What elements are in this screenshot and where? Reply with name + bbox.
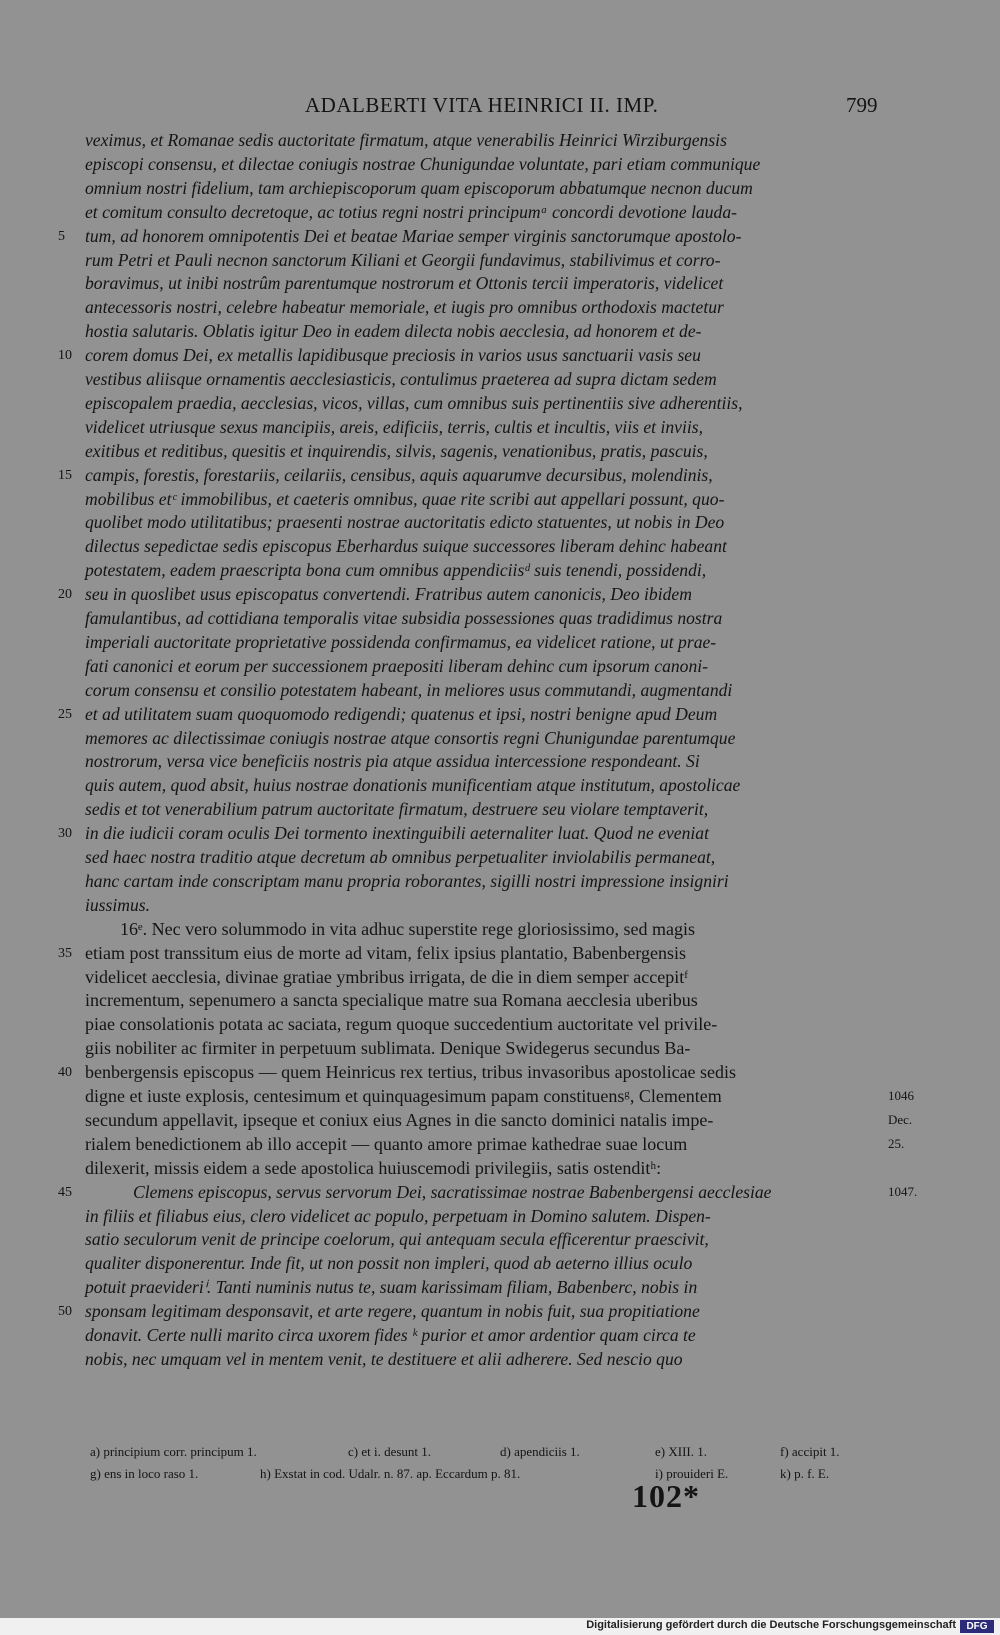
text-line: benbergensis episcopus — quem Heinricus rex tertius, tribus invasoribus apostolicae sedis [85, 1062, 737, 1083]
text-line: sponsam legitimam desponsavit, et arte regere, quantum in nobis fuit, sua propitiatione [85, 1301, 700, 1322]
text-line: antecessoris nostri, celebre habeatur memoriale, et iugis pro omnibus orthodoxis mactetur [85, 297, 724, 318]
line-number: 45 [58, 1184, 72, 1200]
footnote: c) et i. desunt 1. [348, 1444, 432, 1459]
line-number: 10 [58, 348, 72, 364]
text-line: veximus, et Romanae sedis auctoritate firmatum, atque venerabilis Heinrici Wirziburgensis [85, 130, 727, 150]
line-number: 5 [58, 228, 65, 244]
footer-text: Digitalisierung gefördert durch die Deutsche Forschungsgemeinschaft [586, 1619, 956, 1631]
text-line: potuit praevideriⁱ. Tanti numinis nutus te, suam karissimam filiam, Babenberc, nobis in [85, 1277, 698, 1298]
footnote: h) Exstat in cod. Udalr. n. 87. ap. Eccardum p. 81. [260, 1466, 521, 1481]
text-line: tum, ad honorem omnipotentis Dei et beatae Mariae semper virginis sanctorumque apostolo- [85, 225, 742, 246]
margin-date-note: 25. [888, 1135, 905, 1151]
text-line: satio seculorum venit de principe coelorum, qui antequam secula efficerentur praescivit, [85, 1229, 709, 1250]
text-line: nobis, nec umquam vel in mentem venit, te destituere et alii adherere. Sed nescio quo [85, 1348, 683, 1369]
footnote: a) principium corr. principum 1. [90, 1444, 257, 1459]
text-line: episcopi consensu, et dilectae coniugis nostrae Chunigundae voluntate, pari etiam communique [85, 153, 761, 174]
text-line: videlicet aecclesia, divinae gratiae ymbribus irrigata, de die in diem semper accepitᶠ [85, 966, 688, 987]
page-number: 799 [846, 93, 878, 117]
text-line: rum Petri et Pauli necnon sanctorum Kiliani et Georgii fundavimus, stabilivimus et corro- [85, 249, 721, 270]
text-line: et ad utilitatem suam quoquomodo redigendi; quatenus et ipsi, nostri benigne apud Deum [85, 703, 718, 724]
text-line: sed haec nostra traditio atque decretum ab omnibus perpetualiter inviolabilis permaneat, [85, 847, 716, 867]
text-line: potestatem, eadem praescripta bona cum omnibus appendiciisᵈ suis tenendi, possidendi, [85, 560, 707, 581]
text-line: incrementum, sepenumero a sancta specialique matre sua Romana aecclesia uberibus [85, 990, 698, 1011]
text-line: dilexerit, missis eidem a sede apostolica huiuscemodi privilegiis, satis ostenditʰ: [85, 1157, 662, 1178]
text-line: sedis et tot venerabilium patrum auctoritate firmatum, destruere seu violare temptaverit, [85, 799, 709, 820]
text-line: etiam post transsitum eius de morte ad vitam, felix ipsius plantatio, Babenbergensis [85, 942, 687, 963]
footnote-row [90, 1441, 890, 1463]
text-line: hostia salutaris. Oblatis igitur Deo in eadem dilecta nobis aecclesia, ad honorem et de- [85, 321, 702, 342]
text-line: boravimus, ut inibi nostrûm parentumque nostrorum et Ottonis tercii imperatoris, videlicet [85, 273, 724, 294]
text-line: piae consolationis potata ac saciata, regum quoque succedentium auctoritate vel privile- [85, 1014, 718, 1035]
text-line: seu in quoslibet usus episcopatus convertendi. Fratribus autem canonicis, Deo ibidem [85, 584, 692, 605]
text-line: vestibus aliisque ornamentis aecclesiasticis, contulimus praeterea ad supra dictam sedem [85, 369, 717, 389]
footnote-row [90, 1463, 890, 1485]
text-line: mobilibus etᶜ immobilibus, et caeteris omnibus, quae rite scribi aut appellari possunt, quo- [85, 488, 725, 509]
text-line: donavit. Certe nulli marito circa uxorem fides ᵏ purior et amor ardentior quam circa te [85, 1325, 696, 1345]
text-line: hanc cartam inde conscriptam manu propria roborantes, sigilli nostri impressione insigniri [85, 870, 729, 891]
text-line: in filiis et filiabus eius, clero videlicet ac populo, perpetuam in Domino salutem. Dispen- [85, 1205, 711, 1226]
text-line: imperiali auctoritate proprietative possidenda confirmamus, ea videlicet ratione, ut prae- [85, 631, 717, 652]
text-line: 16ᵉ. Nec vero solummodo in vita adhuc superstite rege gloriosissimo, sed magis [120, 918, 696, 939]
running-head-title: ADALBERTI VITA HEINRICI II. IMP. [305, 93, 659, 117]
text-line: Clemens episcopus, servus servorum Dei, sacratissimae nostrae Babenbergensi aecclesiae [133, 1181, 772, 1202]
text-line: giis nobiliter ac firmiter in perpetuum sublimata. Denique Swidegerus secundus Ba- [85, 1038, 691, 1059]
text-line: et comitum consulto decretoque, ac totius regni nostri principumᵃ concordi devotione lauda- [85, 201, 737, 222]
text-line: memores ac dilectissimae coniugis nostrae atque consortis regni Chunigundae parentumque [85, 727, 736, 748]
line-number: 20 [58, 587, 72, 603]
running-head [0, 93, 1000, 123]
line-number: 30 [58, 826, 72, 842]
line-number: 50 [58, 1304, 72, 1320]
footnote: k) p. f. E. [780, 1466, 830, 1481]
text-line: exitibus et reditibus, quesitis et inquirendis, silvis, sagenis, venationibus, pratis, pascuis, [85, 440, 708, 461]
footnote: d) apendiciis 1. [500, 1444, 580, 1459]
text-line: digne et iuste explosis, centesimum et quinquagesimum papam constituensᵍ, Clementem [85, 1086, 722, 1106]
footnote: i) prouideri E. [655, 1466, 729, 1481]
text-line: iussimus. [85, 894, 151, 915]
text-line: famulantibus, ad cottidiana temporalis vitae subsidia possessiones quas tradidimus nostra [85, 608, 723, 628]
text-line: quolibet modo utilitatibus; praesenti nostrae auctoritatis edicto statuentes, ut nobis in Deo [85, 512, 725, 533]
footnote: g) ens in loco raso 1. [90, 1466, 199, 1481]
line-number: 15 [58, 467, 72, 483]
line-number: 35 [58, 945, 72, 961]
line-number: 40 [58, 1065, 72, 1081]
footnote: f) accipit 1. [780, 1444, 840, 1459]
margin-date-note: 1047. [888, 1183, 918, 1199]
footnote: e) XIII. 1. [655, 1444, 707, 1459]
margin-date-note: Dec. [888, 1111, 913, 1127]
text-line: secundum appellavit, ipseque et coniux eius Agnes in die sancto dominici natalis impe- [85, 1109, 714, 1130]
text-line: in die iudicii coram oculis Dei tormento inextinguibili aeternaliter luat. Quod ne eveniat [85, 823, 709, 844]
footnotes [90, 1441, 890, 1485]
text-line: dilectus sepedictae sedis episcopus Eberhardus suique successores liberam dehinc habeant [85, 536, 727, 557]
footer-bar [0, 1618, 1000, 1635]
text-line: rialem benedictionem ab illo accepit — quanto amore primae kathedrae suae locum [85, 1133, 688, 1154]
text-line: qualiter disponerentur. Inde fit, ut non possit non impleri, quod ab aeterno illius oculo [85, 1253, 693, 1274]
text-line: fati canonici et eorum per successionem praepositi liberam dehinc cum ipsorum canoni- [85, 655, 709, 676]
line-number: 25 [58, 706, 72, 722]
signature-mark: 102* [632, 1478, 700, 1514]
text-line: corem domus Dei, ex metallis lapidibusque preciosis in varios usus sanctuarii vasis seu [85, 345, 701, 366]
text-line: nostrorum, versa vice beneficiis nostris pia atque assidua intercessione respondeant. Si [85, 751, 700, 772]
dfg-logo: DFG [960, 1620, 994, 1633]
text-line: quis autem, quod absit, huius nostrae donationis munificentiam atque institutum, apostolicae [85, 775, 741, 796]
text-line: videlicet utriusque sexus mancipiis, areis, edificiis, terris, cultis et incultis, viis et inviis, [85, 416, 703, 437]
text-line: episcopalem praedia, aecclesias, vicos, villas, cum omnibus suis pertinentiis sive adherentiis, [85, 392, 743, 413]
text-line: campis, forestis, forestariis, ceilariis, censibus, aquis aquarumve decursibus, molendinis, [85, 464, 713, 485]
text-line: corum consensu et consilio potestatem habeant, in meliores usus commutandi, augmentandi [85, 679, 733, 700]
margin-date-note: 1046 [888, 1088, 914, 1103]
text-line: omnium nostri fidelium, tam archiepiscoporum quam episcoporum abbatumque necnon ducum [85, 177, 753, 198]
